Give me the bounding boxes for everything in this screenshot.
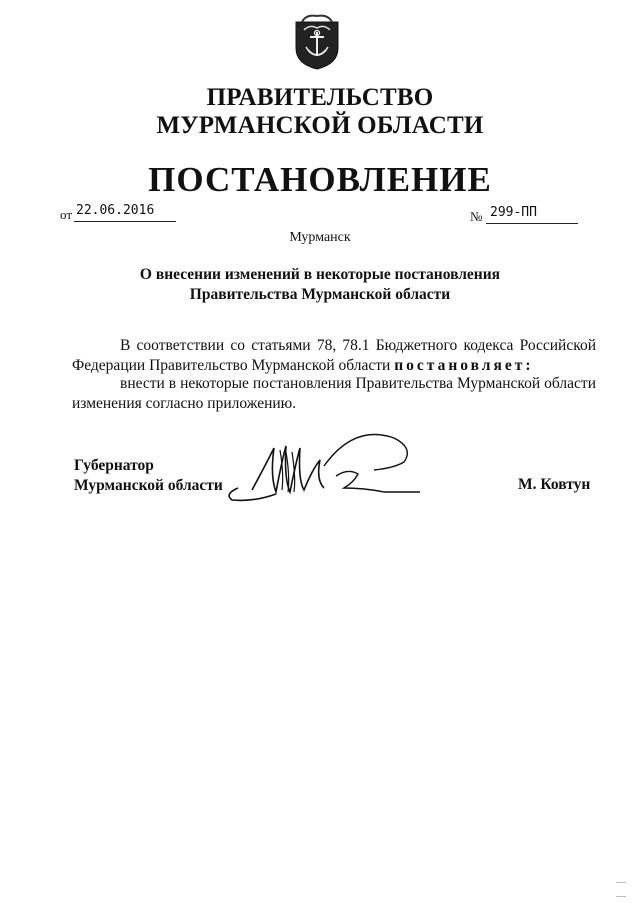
- org-name-line1: ПРАВИТЕЛЬСТВО: [206, 84, 434, 111]
- coat-of-arms-icon: [292, 12, 342, 70]
- number-prefix: №: [470, 209, 483, 224]
- date-prefix: от: [60, 207, 73, 222]
- signer-title-line1: Губернатор: [74, 457, 154, 474]
- decree-word: постановляет:: [394, 357, 534, 374]
- scan-mark: [616, 896, 626, 897]
- document-date: 22.06.2016: [76, 203, 155, 218]
- handwritten-signature-icon: [224, 430, 424, 502]
- p1-text: В соответствии со статьями 78, 78.1 Бюджетного кодекса Российской Федерации Правительство Мурманской области: [72, 337, 596, 374]
- number-underline: [486, 223, 578, 224]
- scan-mark: [616, 882, 626, 883]
- body-paragraph-1: [72, 336, 596, 376]
- subject-line2: Правительства Мурманской области: [189, 286, 451, 303]
- org-name-line2: МУРМАНСКОЙ ОБЛАСТИ: [156, 112, 484, 139]
- subject-line1: О внесении изменений в некоторые постановления: [139, 266, 501, 283]
- date-underline: [74, 221, 176, 222]
- document-type-title: ПОСТАНОВЛЕНИЕ: [148, 160, 492, 199]
- city: Мурманск: [289, 230, 351, 245]
- signer-name: М. Ковтун: [518, 476, 591, 493]
- document-number: 299-ПП: [490, 205, 537, 220]
- signer-title-line2: Мурманской области: [74, 477, 223, 494]
- body-paragraph-2: внести в некоторые постановления Правительства Мурманской области изменения согласно приложению.: [72, 375, 596, 412]
